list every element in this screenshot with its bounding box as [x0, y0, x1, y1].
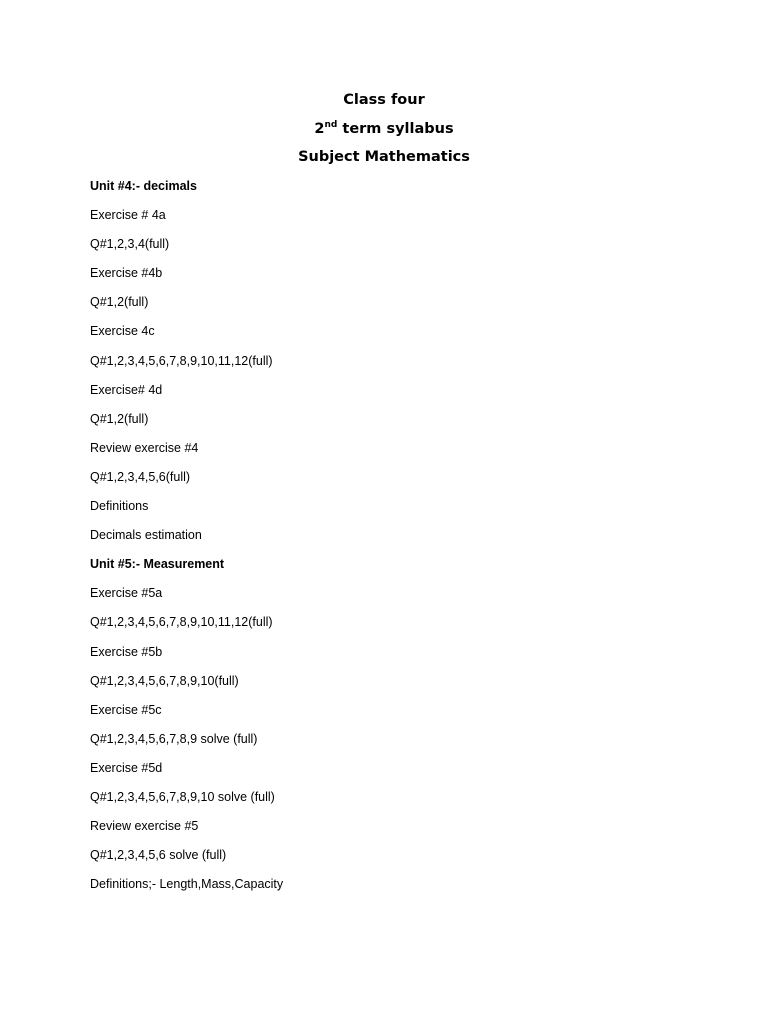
syllabus-line: Q#1,2,3,4,5,6,7,8,9,10,11,12(full)	[90, 353, 273, 368]
syllabus-line: Q#1,2,3,4,5,6,7,8,9 solve (full)	[90, 731, 258, 746]
syllabus-line: Q#1,2(full)	[90, 411, 149, 426]
term-ordinal-suffix: nd	[324, 119, 338, 130]
unit-heading: Unit #4:- decimals	[90, 179, 197, 193]
syllabus-line: Q#1,2,3,4,5,6(full)	[90, 469, 191, 484]
syllabus-line: Review exercise #5	[90, 819, 199, 834]
syllabus-line: Exercise #5d	[90, 760, 163, 775]
subject-title: Subject Mathematics	[298, 149, 470, 166]
term-number: 2	[314, 120, 325, 137]
syllabus-line: Exercise 4c	[90, 324, 155, 339]
syllabus-line: Q#1,2(full)	[90, 295, 149, 310]
syllabus-line: Q#1,2,3,4(full)	[90, 237, 170, 252]
syllabus-line: Q#1,2,3,4,5,6,7,8,9,10 solve (full)	[90, 789, 275, 804]
syllabus-line: Exercise #5c	[90, 702, 162, 717]
syllabus-line: Exercise #4b	[90, 266, 163, 281]
syllabus-line: Exercise # 4a	[90, 208, 166, 223]
syllabus-list	[90, 176, 690, 903]
unit-heading: Unit #5:- Measurement	[90, 557, 225, 572]
term-title	[0, 119, 768, 148]
syllabus-line: Definitions	[90, 499, 149, 514]
syllabus-line: Exercise #5b	[90, 644, 163, 659]
syllabus-line: Decimals estimation	[90, 528, 202, 543]
syllabus-line: Definitions;- Length,Mass,Capacity	[90, 877, 284, 892]
term-rest: term syllabus	[337, 120, 454, 137]
syllabus-line: Q#1,2,3,4,5,6 solve (full)	[90, 848, 227, 863]
syllabus-line: Q#1,2,3,4,5,6,7,8,9,10,11,12(full)	[90, 615, 273, 630]
class-title: Class four	[343, 92, 425, 108]
syllabus-line: Review exercise #4	[90, 440, 199, 455]
syllabus-line: Exercise #5a	[90, 586, 163, 601]
syllabus-line: Q#1,2,3,4,5,6,7,8,9,10(full)	[90, 673, 239, 688]
syllabus-line: Exercise# 4d	[90, 382, 163, 397]
document-header	[0, 90, 768, 176]
